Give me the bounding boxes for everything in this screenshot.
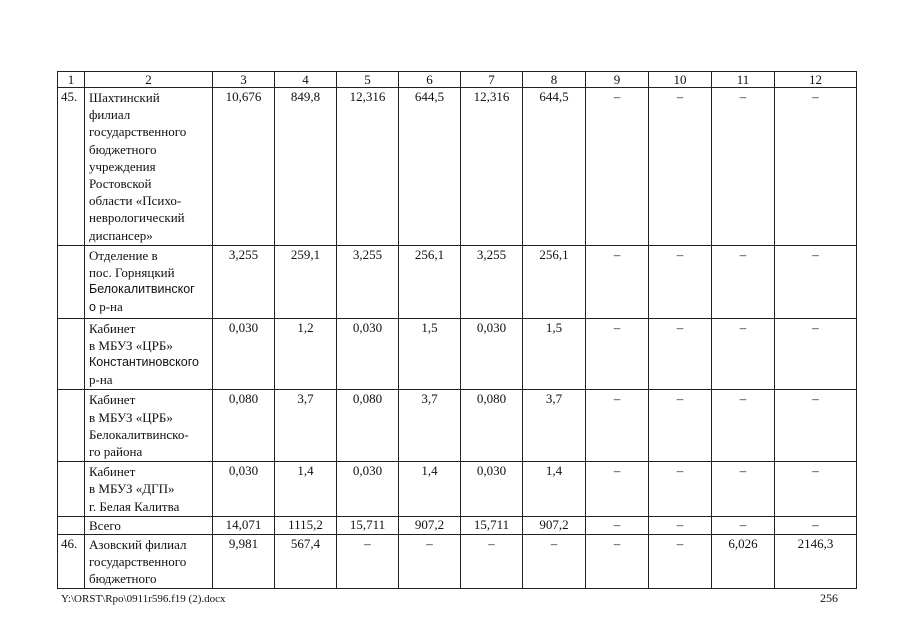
table-header [58,72,857,88]
value-cell: 256,1 [399,245,461,318]
row-number-cell [58,390,85,462]
value-cell: 907,2 [399,516,461,534]
value-cell: 14,071 [213,516,275,534]
name-line: Белокалитвинско- [89,426,189,442]
value-cell: 259,1 [275,245,337,318]
name-line: Шахтинский [89,90,160,105]
value-cell: 3,7 [399,390,461,462]
column-header: 6 [399,72,461,88]
column-header: 11 [712,72,775,88]
value-cell: 256,1 [523,245,586,318]
value-cell: 15,711 [337,516,399,534]
institution-name-cell [85,516,213,534]
value-cell: 0,030 [213,318,275,390]
column-header: 7 [461,72,523,88]
value-cell: 1115,2 [275,516,337,534]
value-cell: 12,316 [461,88,523,246]
value-cell: – [649,318,712,390]
name-line: р-на [89,372,113,388]
value-cell: 644,5 [399,88,461,246]
value-cell: 1,5 [399,318,461,390]
value-cell: – [775,462,857,517]
name-line: Кабинет [89,320,136,336]
name-line: г. Белая Калитва [89,498,180,514]
row-number-cell: 46. [58,534,85,589]
value-cell: 10,676 [213,88,275,246]
value-cell: 0,080 [337,390,399,462]
value-cell: 644,5 [523,88,586,246]
page-number: 256 [820,591,838,605]
column-header: 5 [337,72,399,88]
name-line: о р-на [89,299,123,315]
institution-name-cell [85,318,213,390]
name-line: го района [89,444,143,460]
row-number-cell [58,318,85,390]
name-line: Кабинет [89,464,136,480]
column-header: 1 [58,72,85,88]
name-line: Азовский филиал [89,536,187,552]
value-cell: – [712,390,775,462]
footer-file-path: Y:\ORST\Rpo\0911r596.f19 (2).docx [61,593,226,605]
column-header: 12 [775,72,857,88]
table-row [58,390,857,462]
name-line: Константиновского [89,355,199,370]
value-cell: – [586,245,649,318]
value-cell: 907,2 [523,516,586,534]
value-cell: – [649,245,712,318]
value-cell: 3,255 [461,245,523,318]
value-cell: – [649,534,712,589]
table-row [58,318,857,390]
value-cell: – [649,390,712,462]
value-cell: 0,030 [461,318,523,390]
value-cell: 15,711 [461,516,523,534]
name-line: государственного [89,554,187,570]
value-cell: – [399,534,461,589]
value-cell: 3,255 [337,245,399,318]
name-line: Отделение в [89,247,158,263]
column-header: 2 [85,72,213,88]
value-cell: 9,981 [213,534,275,589]
column-header: 10 [649,72,712,88]
value-cell: – [775,88,857,246]
column-header: 9 [586,72,649,88]
institution-name-cell [85,390,213,462]
value-cell: – [649,88,712,246]
value-cell: 0,030 [337,318,399,390]
value-cell: 1,2 [275,318,337,390]
value-cell: 6,026 [712,534,775,589]
name-line: пос. Горняцкий [89,265,175,281]
value-cell: 1,5 [523,318,586,390]
table-row [58,245,857,318]
value-cell: 3,7 [275,390,337,462]
row-number-cell [58,245,85,318]
data-table [57,71,857,589]
value-cell: 849,8 [275,88,337,246]
value-cell: 0,030 [461,462,523,517]
row-number-cell [58,516,85,534]
value-cell: 12,316 [337,88,399,246]
value-cell: – [712,318,775,390]
name-line: бюджетного [89,141,157,157]
institution-name-cell [85,245,213,318]
value-cell: – [649,516,712,534]
row-number-cell: 45. [58,88,85,246]
name-line: Белокалитвинског [89,282,195,297]
value-cell: 0,030 [337,462,399,517]
name-line: Всего [89,517,121,533]
row-number-cell [58,462,85,517]
institution-name-cell [85,462,213,517]
value-cell: – [586,318,649,390]
table-body [58,88,857,589]
value-cell: 2146,3 [775,534,857,589]
institution-name-cell [85,88,213,246]
value-cell: – [586,88,649,246]
name-line: учреждения [89,158,156,174]
name-line: области «Психо- [89,193,182,209]
value-cell: – [461,534,523,589]
value-cell: – [712,245,775,318]
name-line: в МБУЗ «ДГП» [89,481,175,497]
value-cell: 1,4 [523,462,586,517]
header-row [58,72,857,88]
table-row [58,534,857,589]
column-header: 8 [523,72,586,88]
name-line: Ростовской [89,176,152,192]
name-line: в МБУЗ «ЦРБ» [89,337,173,353]
name-line: диспансер» [89,227,153,243]
name-line: государственного [89,124,187,140]
value-cell: – [586,390,649,462]
value-cell: 0,080 [213,390,275,462]
value-cell: 0,030 [213,462,275,517]
table-row [58,516,857,534]
value-cell: 0,080 [461,390,523,462]
value-cell: – [775,516,857,534]
table-row [58,88,857,246]
value-cell: – [586,462,649,517]
column-header: 3 [213,72,275,88]
column-header: 4 [275,72,337,88]
value-cell: 1,4 [399,462,461,517]
value-cell: – [337,534,399,589]
name-line: неврологический [89,210,185,226]
value-cell: 567,4 [275,534,337,589]
value-cell: 3,7 [523,390,586,462]
name-line: Кабинет [89,392,136,408]
value-cell: – [712,516,775,534]
institution-name-cell [85,534,213,589]
value-cell: – [586,516,649,534]
table-row [58,462,857,517]
name-line: филиал [89,107,131,123]
value-cell: – [775,245,857,318]
value-cell: – [712,462,775,517]
value-cell: – [775,318,857,390]
value-cell: 1,4 [275,462,337,517]
value-cell: – [712,88,775,246]
value-cell: – [586,534,649,589]
name-line: бюджетного [89,571,157,587]
value-cell: – [649,462,712,517]
name-line: в МБУЗ «ЦРБ» [89,409,173,425]
value-cell: – [775,390,857,462]
value-cell: – [523,534,586,589]
value-cell: 3,255 [213,245,275,318]
